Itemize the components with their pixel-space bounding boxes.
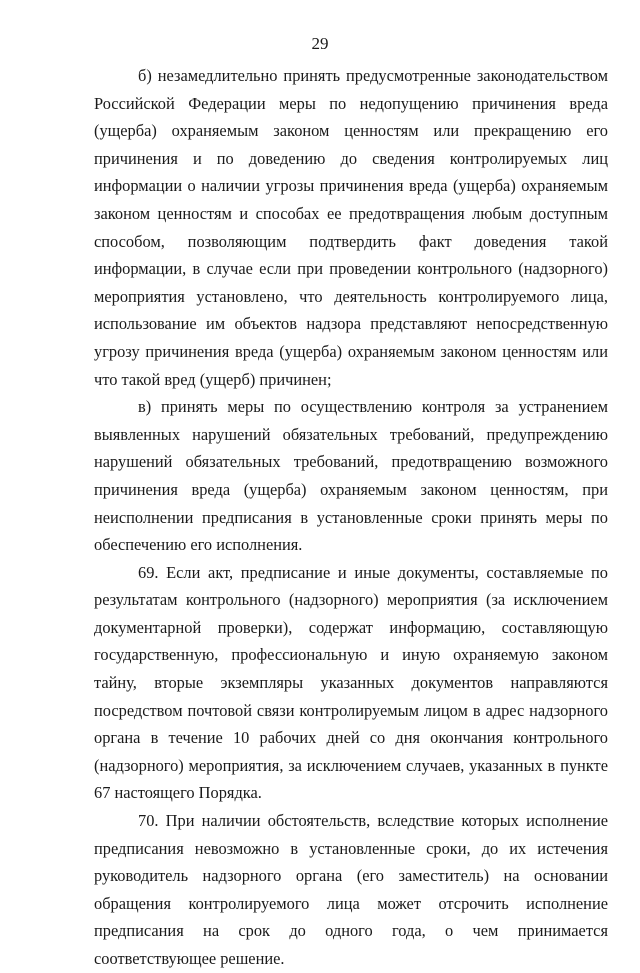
- paragraph-70: 70. При наличии обстоятельств, вследствие которых исполнение предписания невозможно в установленные сроки, до их истечения руководитель надзорного органа (его заместитель) на основании обращения контролируемого лица может отсрочить исполнение предписания на срок до одного года, о чем принимается соответствующее решение.: [94, 811, 608, 968]
- paragraph-69: 69. Если акт, предписание и иные документы, составляемые по результатам контрольного (надзорного) мероприятия (за исключением документарной проверки), содержат информацию, составляющую государственную, профессиональную и иную охраняемую законом тайну, вторые экземпляры указанных документов направляются посредством почтовой связи контролируемым лицом в адрес надзорного органа в течение 10 рабочих дней со дня окончания контрольного (надзорного) мероприятия, за исключением случаев, указанных в пункте 67 настоящего Порядка.: [94, 562, 608, 803]
- document-body: [94, 62, 608, 973]
- paragraph-b: б) незамедлительно принять предусмотренные законодательством Российской Федерации меры по недопущению причинения вреда (ущерба) охраняемым законом ценностям или прекращению его причинения и по доведению до сведения контролируемых лиц информации о наличии угрозы причинения вреда (ущерба) охраняемым законом ценностям и способах ее предотвращения любым доступным способом, позволяющим подтвердить факт доведения такой информации, в случае если при проведении контрольного (надзорного) мероприятия установлено, что деятельность контролируемого лица, использование им объектов надзора представляют непосредственную угрозу причинения вреда (ущерба) охраняемым законом ценностям или что такой вред (ущерб) причинен;: [94, 66, 608, 389]
- page-number: 29: [311, 34, 329, 53]
- paragraph-v: в) принять меры по осуществлению контроля за устранением выявленных нарушений обязательных требований, предупреждению нарушений обязательных требований, предотвращению возможного причинения вреда (ущерба) охраняемым законом ценностям, при неисполнении предписания в установленные сроки принять меры по обеспечению его исполнения.: [94, 397, 608, 555]
